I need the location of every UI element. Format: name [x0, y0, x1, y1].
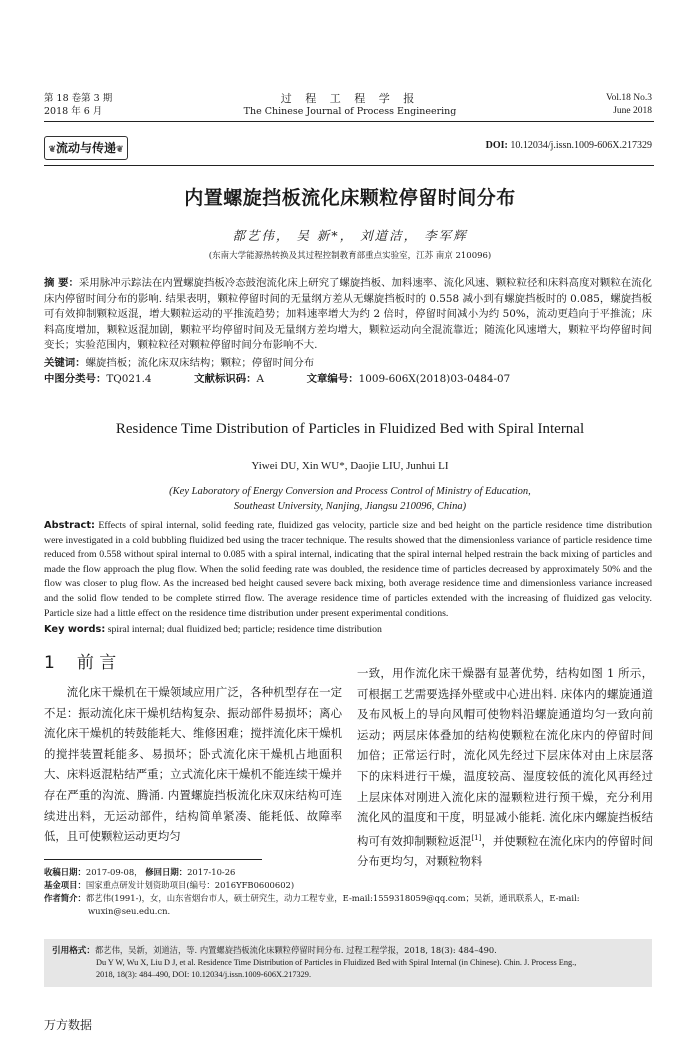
title-en: Residence Time Distribution of Particles in Fluidized Bed with Spiral Internal: [115, 421, 585, 437]
keywords-cn-text: 螺旋挡板；流化床双床结构；颗粒；停留时间分布: [85, 357, 315, 369]
fund-text: 国家重点研发计划资助项目(编号：2016YFB0600602): [85, 880, 295, 890]
doc-code-label: 文献标识码：: [194, 373, 257, 385]
authors-en: Yiwei DU, Xin WU*, Daojie LIU, Junhui LI: [251, 460, 449, 472]
affiliation-cn: (东南大学能源热转换及其过程控制教育部重点实验室，江苏 南京 210096): [208, 251, 492, 261]
title-cn: 内置螺旋挡板流化床颗粒停留时间分布: [184, 187, 516, 209]
article-number-label: 文章编号：: [306, 373, 359, 385]
doi-label: DOI:: [485, 140, 508, 151]
citation-label: 引用格式：: [52, 946, 95, 956]
affiliation-en-line: Southeast University, Nanjing, Jiangsu 210096, China): [233, 501, 467, 512]
keywords-en-text: spiral internal; dual fluidized bed; particle; residence time distribution: [107, 624, 382, 635]
footnote-author: [44, 892, 652, 917]
citation-en-line1: Du Y W, Wu X, Liu D J, et al. Residence Time Distribution of Particles in Fluidized Bed with Spiral Internal (in Chinese). Chin. J. Process Eng.,: [96, 958, 577, 968]
abstract-en-label: Abstract:: [44, 520, 95, 531]
keywords-cn: [44, 356, 652, 372]
keywords-en-label: Key words:: [44, 624, 106, 635]
column-badge-label: 流动与传递: [55, 141, 116, 155]
doi-value: 10.12034/j.issn.1009-606X.217329: [510, 140, 652, 151]
footnote-rule: [44, 859, 262, 860]
abstract-cn-text: 采用脉冲示踪法在内置螺旋挡板冷态鼓泡流化床上研究了螺旋挡板、加料速率、流化风速、颗粒粒径和床料高度对颗粒在流化床内停留时间分布的影响. 结果表明，颗粒停留时间的无量纲方差从无螺旋挡板时的 0.558 减小到有螺旋挡板时的 0.085，螺旋挡板可有效抑制颗粒返混，增大颗粒运动的平推流趋势；加料速率增大为约 2 倍时，停留时间减小为约 50%，流动更趋向于平推流；床料高度增加，颗粒返混加剧，颗粒平均停留时间及无量纲方差均增大，颗粒运动向全混流靠近；随流化风速增大，颗粒平均停留时间变长；实验范围内，颗粒粒径对颗粒停留时间分布影响不大.: [44, 277, 653, 352]
ornament-icon: ❦: [116, 145, 124, 155]
author-bio-line2: wuxin@seu.edu.cn.: [88, 905, 171, 916]
body-right-text-b: ，并使颗粒在流化床内的停留时间分布更均匀，对颗粒物料: [357, 833, 653, 869]
article-number-value: 1009-606X(2018)03-0484-07: [358, 373, 511, 385]
header-right: [606, 92, 652, 118]
abstract-cn: [44, 276, 652, 354]
section-number: 1: [44, 653, 55, 673]
journal-name-cn: 过 程 工 程 学 报: [280, 92, 420, 105]
keywords-cn-label: 关键词：: [44, 357, 86, 369]
classification-cn: [44, 372, 652, 388]
citation-en-line2: 2018, 18(3): 484–490, DOI: 10.12034/j.issn.1009-606X.217329.: [96, 970, 312, 980]
body-right-column: [357, 663, 653, 872]
section-title: 前 言: [76, 653, 117, 673]
keywords-en: [44, 623, 652, 638]
received-date: 2017-09-08，: [85, 867, 143, 877]
column-badge: [44, 136, 128, 160]
doi: [486, 140, 652, 151]
author-bio-label: 作者简介：: [44, 893, 86, 903]
footnote-dates: [44, 866, 652, 879]
authors-cn: 都艺伟， 吴 新*， 刘道洁， 李军辉: [232, 228, 468, 243]
body-right-text-a: 一致，用作流化床干燥器有显著优势，结构如图 1 所示，可根据工艺需要选择外壁或中心进出料. 床体内的螺旋通道及布风板上的导向风帽可使物料沿螺旋通道均匀一致向前运动；两层床体叠加的结构使颗粒在流化床内的停留时间加倍；正常运行时，流化风先经过下层床体对由上床层落下的床料进行干燥，温度较高、湿度较低的流化风再经过上层床体对刚进入流化床的湿颗粒进行预干燥，充分利用流化风的温度和干度，明显减小能耗. 流化床内螺旋挡板结构可有效抑制颗粒返混: [357, 666, 653, 848]
clc-label: 中图分类号：: [44, 373, 107, 385]
journal-name-en: The Chinese Journal of Process Engineering: [243, 106, 457, 117]
clc-value: TQ021.4: [106, 373, 152, 385]
citation-box: [44, 939, 652, 987]
affiliation-en-line: (Key Laboratory of Energy Conversion and Process Control of Ministry of Education,: [169, 486, 531, 497]
reference-marker: [1]: [471, 833, 482, 842]
ornament-icon: ❦: [48, 145, 56, 155]
header-center: [0, 92, 700, 118]
abstract-en-text: Effects of spiral internal, solid feeding rate, fluidized gas velocity, particle size and bed height on the particle residence time distribution were investigated in a cold bubbling fluidized bed using the tracer technique. The results showed that the dimensionless variance of particle residence time reduced from 0.558 without spiral internal to 0.085 with a spiral internal, indicating that the spiral internal helped restrain the back mixing of particles and made the flow approach the plug flow. When the solid feeding rate was doubled, the residence time of particles decreased by approximately 50% and the flow was closer to plug flow. As the increased bed height caused severe back mixing, both average residence time and dimensionless variance increased and the solid flow tended to be complete stirred flow. The average residence time of particles extended with the increasing of fluidized gas velocity. Particle size had a little effect on the residence time distribution under present experimental conditions.: [44, 520, 653, 619]
affiliation-en: [0, 484, 700, 514]
revised-label: 修回日期：: [145, 867, 188, 877]
received-label: 收稿日期：: [44, 867, 86, 877]
header-rule: [44, 121, 654, 122]
body-left-column: 流化床干燥机在干燥领域应用广泛，各种机型存在一定不足：振动流化床干燥机结构复杂、振动部件易损坏；离心流化床干燥机的转鼓能耗大、维修困难；搅拌流化床干燥机的搅拌装置耗能多、易损坏；卧式流化床干燥机占地面积大、床料返混粘结严重；立式流化床干燥机不能连续干燥并存在严重的沟流、腾涌. 内置螺旋挡板流化床双床结构可连续进出料，无运动部件，结构简单紧凑、能耗低、故障率低，且可使颗粒运动更均匀: [44, 685, 342, 844]
doc-code-value: A: [256, 373, 265, 385]
date-cn: 2018 年 6 月: [44, 106, 103, 117]
footnote-fund: [44, 879, 652, 892]
watermark: 万方数据: [44, 1018, 93, 1032]
revised-date: 2017-10-26: [187, 867, 236, 877]
doi-rule: [44, 165, 654, 166]
author-bio-line1: 都艺伟(1991-)，女，山东省烟台市人，硕士研究生，动力工程专业，E-mail:1559318059@qq.com；吴新，通讯联系人，E-mail:: [85, 893, 580, 903]
volume-cn: 第 18 卷第 3 期: [44, 93, 113, 104]
volume-en: Vol.18 No.3: [605, 93, 652, 103]
abstract-en: [44, 519, 652, 621]
date-en: June 2018: [613, 106, 652, 116]
abstract-cn-label: 摘 要：: [44, 277, 79, 289]
section-heading: [44, 648, 138, 673]
citation-cn: 都艺伟，吴新，刘道洁，等. 内置螺旋挡板流化床颗粒停留时间分布. 过程工程学报，2018, 18(3): 484–490.: [94, 945, 497, 955]
fund-label: 基金项目：: [44, 880, 86, 890]
